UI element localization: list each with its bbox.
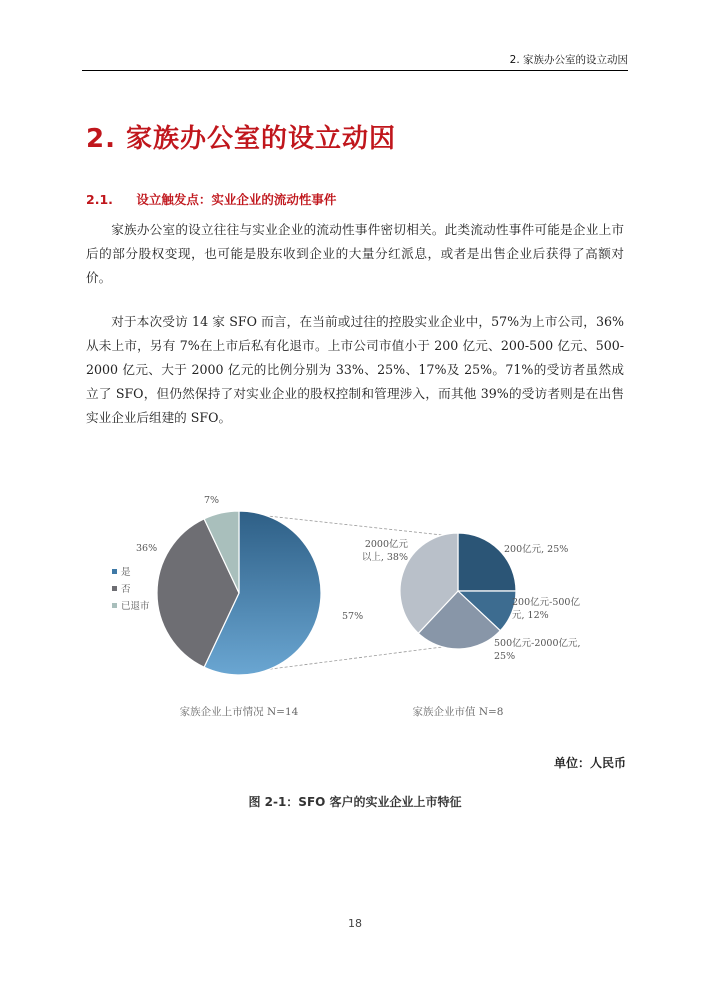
subsection-heading	[86, 190, 336, 208]
body-paragraph: 家族办公室的设立往往与实业企业的流动性事件密切相关。此类流动性事件可能是企业上市后的部分股权变现，也可能是股东收到企业的大量分红派息，或者是出售企业后获得了高额对价。	[86, 222, 624, 285]
legend-swatch	[112, 586, 117, 591]
subsection-number: 2.1.	[86, 192, 113, 207]
legend-label: 是	[121, 567, 131, 578]
body-paragraph: 对于本次受访 14 家 SFO 而言，在当前或过往的控股实业企业中，57%为上市公司，36%从未上市，另有 7%在上市后私有化退市。上市公司市值小于 200 亿元、200-500 亿元、500-2000 亿元、大于 2000 亿元的比例分别为 33%、25%、17%及 25%。71%的受访者虽然成立了 SFO，但仍然保持了对实业企业的股权控制和管理涉入，而其他 39%的受访者则是在出售实业企业后组建的 SFO。	[86, 314, 624, 425]
chart-title: 家族企业市值 N=8	[412, 706, 504, 718]
data-label: 36%	[136, 543, 158, 554]
pie-charts-svg	[100, 495, 610, 735]
subsection-title: 设立触发点：实业企业的流动性事件	[136, 192, 337, 207]
legend-label: 已退市	[121, 601, 150, 612]
header-divider	[82, 70, 628, 71]
data-label: 7%	[204, 495, 220, 506]
data-label: 25%	[494, 651, 516, 662]
data-label: 200亿元, 25%	[504, 544, 569, 555]
section-title: 2. 家族办公室的设立动因	[86, 124, 397, 154]
pie-slice	[458, 533, 516, 591]
figure-caption: 图 2-1：SFO 客户的实业企业上市特征	[248, 795, 462, 809]
page-number: 18	[348, 917, 362, 930]
data-label: 57%	[342, 611, 364, 622]
legend-swatch	[112, 569, 117, 574]
data-label: 200亿元-500亿	[512, 597, 580, 608]
data-label: 以上, 38%	[361, 552, 408, 563]
chart-title: 家族企业上市情况 N=14	[179, 706, 299, 718]
data-label: 元, 12%	[512, 610, 549, 621]
data-label: 2000亿元	[364, 539, 408, 550]
figure-charts	[100, 495, 610, 735]
data-label: 500亿元-2000亿元,	[494, 638, 581, 649]
unit-note: 单位：人民币	[553, 756, 626, 770]
legend-label: 否	[121, 584, 131, 595]
running-header: 2. 家族办公室的设立动因	[509, 54, 628, 66]
legend-swatch	[112, 603, 117, 608]
